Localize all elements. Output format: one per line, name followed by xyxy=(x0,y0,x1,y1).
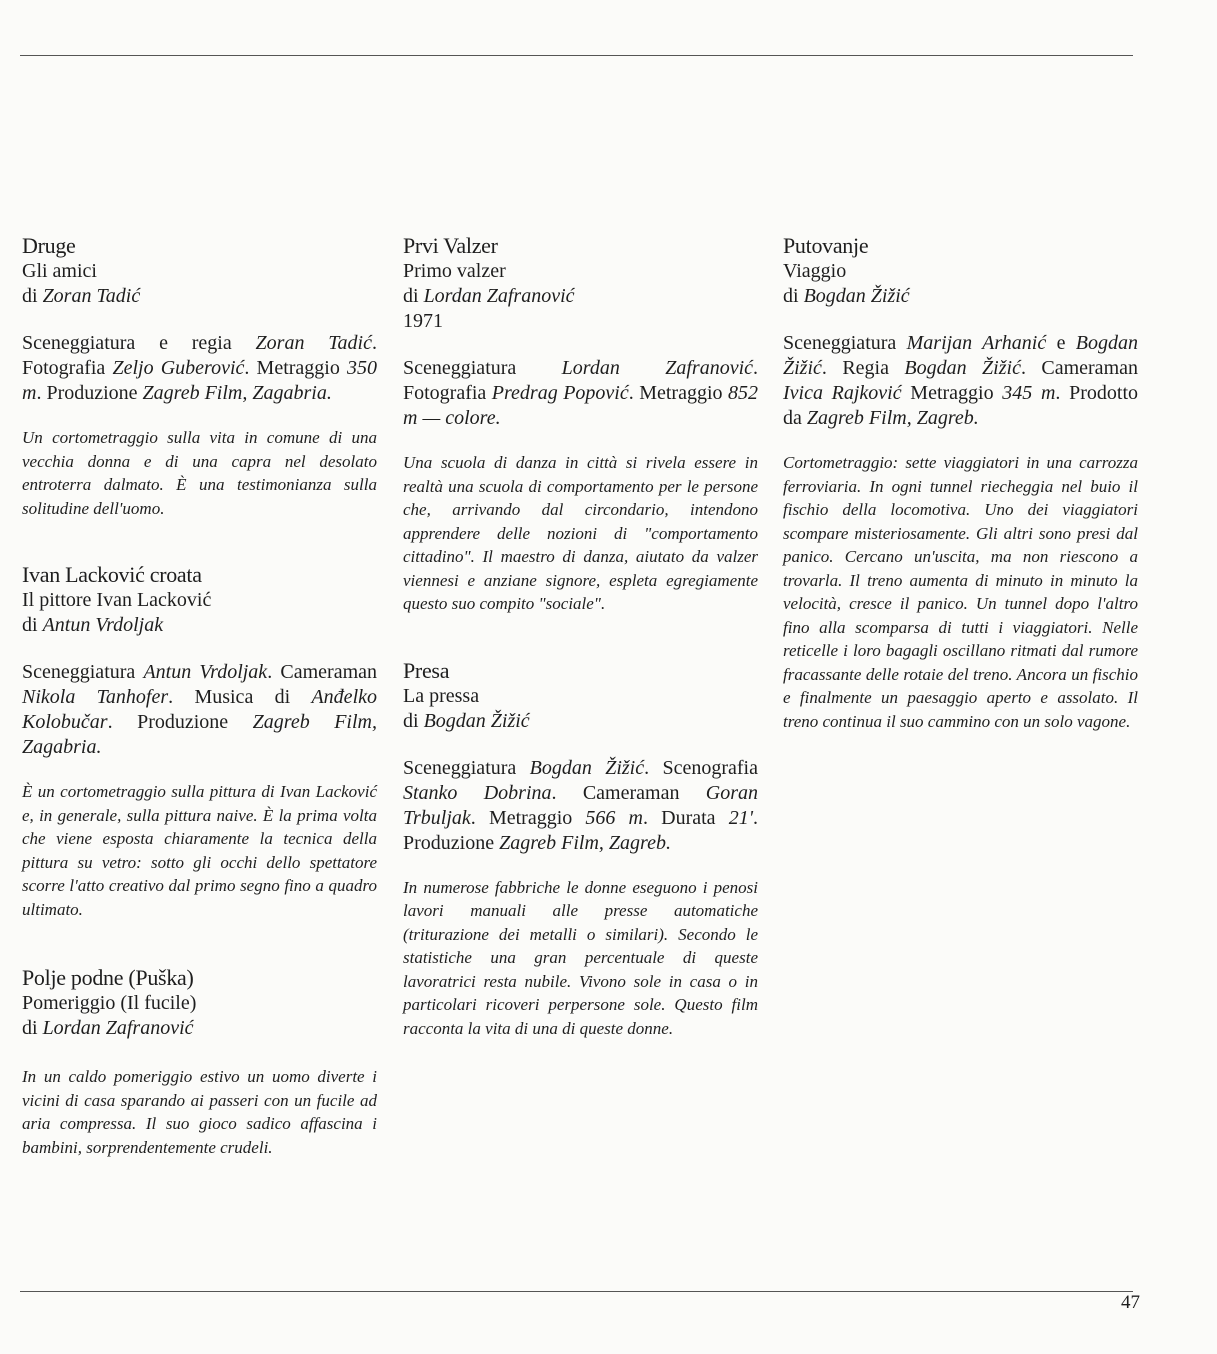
film-director-line: di Lordan Zafranović xyxy=(403,285,575,307)
film-credits xyxy=(403,356,758,431)
film-title: Ivan Lacković croata xyxy=(22,562,202,587)
credit-text: . Fotografia xyxy=(22,332,377,379)
film-director: Lordan Zafranović xyxy=(423,285,575,307)
bottom-rule xyxy=(20,1291,1133,1292)
column-3 xyxy=(783,233,1138,733)
credit-text: Sceneggiatura xyxy=(403,756,530,779)
film-title: Presa xyxy=(403,657,450,683)
credit-text: . Regia xyxy=(821,357,905,379)
credit-name: 852 m — colore. xyxy=(403,382,759,429)
film-entry-polje-podne xyxy=(22,965,377,1159)
credit-name: 350 m xyxy=(22,357,378,404)
credit-text: Sceneggiatura xyxy=(403,357,562,379)
film-director: Bogdan Žižić xyxy=(423,709,530,732)
film-description: Cortometraggio: sette viaggiatori in una carrozza ferroviaria. In ogni tunnel riecheggia nel buio il fischio della locomotiva. Uno dei viaggiatori scompare misteriosamente. Gli altri sono presi dal panico. Cercano un'uscita, ma non riescono a trovarla. Il treno aumenta di minuto in minuto la velocità, cresce il panico. Un tunnel dopo l'altro fino alla scomparsa di tutti i viaggiatori. Nelle reticelle i loro bagagli oscillano ritmati dal rumore fracassante delle rotaie del treno. Ancora un fischio e finalmente un paesaggio aperto e assolato. Il treno continua il suo cammino con un solo vagone. xyxy=(783,453,1138,731)
film-credits xyxy=(403,756,758,856)
credit-name: Marijan Arhanić xyxy=(906,332,1047,354)
credit-text: Sceneggiatura e regia xyxy=(22,332,256,354)
credit-name: Antun Vrdoljak xyxy=(143,661,268,683)
credit-name: Nikola Tanhofer xyxy=(22,686,169,708)
film-subtitle: Il pittore Ivan Lacković xyxy=(22,589,212,611)
credit-name: Anđelko Kolobučar xyxy=(22,686,377,733)
credit-name: Zagreb Film, Zagreb. xyxy=(806,407,979,429)
film-director: Bogdan Žižić xyxy=(803,285,910,307)
credit-text: . Cameraman xyxy=(551,781,706,804)
film-director-line: di Bogdan Žižić xyxy=(783,285,910,307)
film-subtitle: Primo valzer xyxy=(403,260,506,282)
credit-text: . Metraggio xyxy=(628,382,729,404)
credit-name: Ivica Rajković xyxy=(783,382,902,404)
credit-text: . Cameraman xyxy=(1020,357,1138,379)
top-rule xyxy=(20,55,1133,56)
film-director: Zoran Tadić xyxy=(42,285,141,307)
credit-name: Bogdan Žižić xyxy=(904,357,1021,379)
film-description: In un caldo pomeriggio estivo un uomo diverte i vicini di casa sparando ai passeri con un fucile ad aria compressa. Il suo gioco sadico affascina i bambini, sorprendentemente crudeli. xyxy=(22,1067,377,1157)
credit-name: 566 m xyxy=(585,806,643,829)
film-description: È un cortometraggio sulla pittura di Ivan Lacković e, in generale, sulla pittura naive. È la prima volta che viene esposta chiaramente la tecnica della pittura su vetro: sotto gli occhi dello spettatore scorre l'atto creativo dal primo segno fino a quadro ultimato. xyxy=(22,782,377,919)
film-year: 1971 xyxy=(403,310,443,332)
film-director: Antun Vrdoljak xyxy=(42,614,164,636)
film-entry-ivan-lackovic xyxy=(22,562,377,921)
credit-name: 345 m xyxy=(1002,382,1056,404)
film-title: Putovanje xyxy=(783,233,869,258)
credit-name: Predrag Popović xyxy=(491,382,629,404)
credit-name: 21' xyxy=(728,806,753,829)
page-number: 47 xyxy=(1121,1292,1140,1313)
film-entry-presa xyxy=(403,658,758,1041)
credit-name: Lordan Zafranović xyxy=(561,357,753,379)
credit-text: e xyxy=(1046,332,1076,354)
credit-text: . Scenografia xyxy=(644,756,758,779)
film-description: In numerose fabbriche le donne eseguono i penosi lavori manuali alle presse automatiche (triturazione dei metalli o similari). Secondo le statistiche una gran percentuale di queste lavoratrici resta nubile. Vivono sole in casa o in particolari ricoveri perpersone sole. Questo film racconta la vita di una di queste donne. xyxy=(403,877,758,1038)
credit-text: Sceneggiatura xyxy=(22,661,144,683)
film-director-line: di Bogdan Žižić xyxy=(403,709,530,732)
film-title: Druge xyxy=(22,233,76,258)
credit-name: Zeljo Guberović xyxy=(112,357,245,379)
film-title: Prvi Valzer xyxy=(403,233,498,258)
credit-text: . Produzione xyxy=(36,382,143,404)
film-entry-putovanje xyxy=(783,233,1138,733)
film-entry-druge xyxy=(22,233,377,520)
film-credits xyxy=(22,660,377,760)
credit-name: Bogdan Žižić xyxy=(529,756,645,779)
credit-text: . Metraggio xyxy=(470,806,586,829)
film-subtitle: La pressa xyxy=(403,684,480,707)
credit-text: Metraggio xyxy=(901,382,1003,404)
film-director: Lordan Zafranović xyxy=(42,1017,194,1039)
film-subtitle: Gli amici xyxy=(22,260,97,282)
credit-name: Bogdan Žižić xyxy=(783,332,1138,379)
film-director-line: di Lordan Zafranović xyxy=(22,1017,194,1039)
column-2 xyxy=(403,233,758,1040)
film-title: Polje podne (Puška) xyxy=(22,965,194,990)
credit-name: Stanko Dobrina xyxy=(403,781,552,804)
credit-text: . Durata xyxy=(643,806,729,829)
credit-name: Zagreb Film, Zagreb. xyxy=(499,831,671,854)
credit-name: Goran Trbuljak xyxy=(403,781,759,829)
film-description: Un cortometraggio sulla vita in comune di una vecchia donna e di una capra nel desolato entroterra dalmato. È una testimonianza sulla solitudine dell'uomo. xyxy=(22,428,377,518)
credit-text: . Produzione xyxy=(107,711,253,733)
credit-text: . Fotografia xyxy=(403,357,758,404)
credit-name: Zagreb Film, Zagabria. xyxy=(142,382,332,404)
credit-text: . Musica di xyxy=(168,686,312,708)
credit-text: Sceneggiatura xyxy=(783,332,907,354)
column-1 xyxy=(22,233,377,1159)
credit-text: . Prodotto da xyxy=(783,382,1138,429)
film-description: Una scuola di danza in città si rivela essere in realtà una scuola di comportamento per le persone che, arrivando dal circondario, intendono apprendere delle nozioni di "comportamento cittadino". Il maestro di danza, aiutato da valzer viennesi e anziane signore, espleta egregiamente questo suo compito "sociale". xyxy=(403,453,758,613)
film-director-line: di Zoran Tadić xyxy=(22,285,141,307)
film-entry-prvi-valzer xyxy=(403,233,758,616)
film-director-line: di Antun Vrdoljak xyxy=(22,614,164,636)
film-subtitle: Pomeriggio (Il fucile) xyxy=(22,992,197,1014)
credit-text: . Metraggio xyxy=(244,357,348,379)
credit-name: Zoran Tadić xyxy=(255,332,372,354)
credit-text: . Produzione xyxy=(403,806,758,854)
credit-text: . Cameraman xyxy=(267,661,378,683)
credit-name: Zagreb Film, Zagabria. xyxy=(22,711,377,758)
film-credits xyxy=(783,331,1138,431)
film-credits xyxy=(22,331,377,406)
film-subtitle: Viaggio xyxy=(783,260,847,282)
